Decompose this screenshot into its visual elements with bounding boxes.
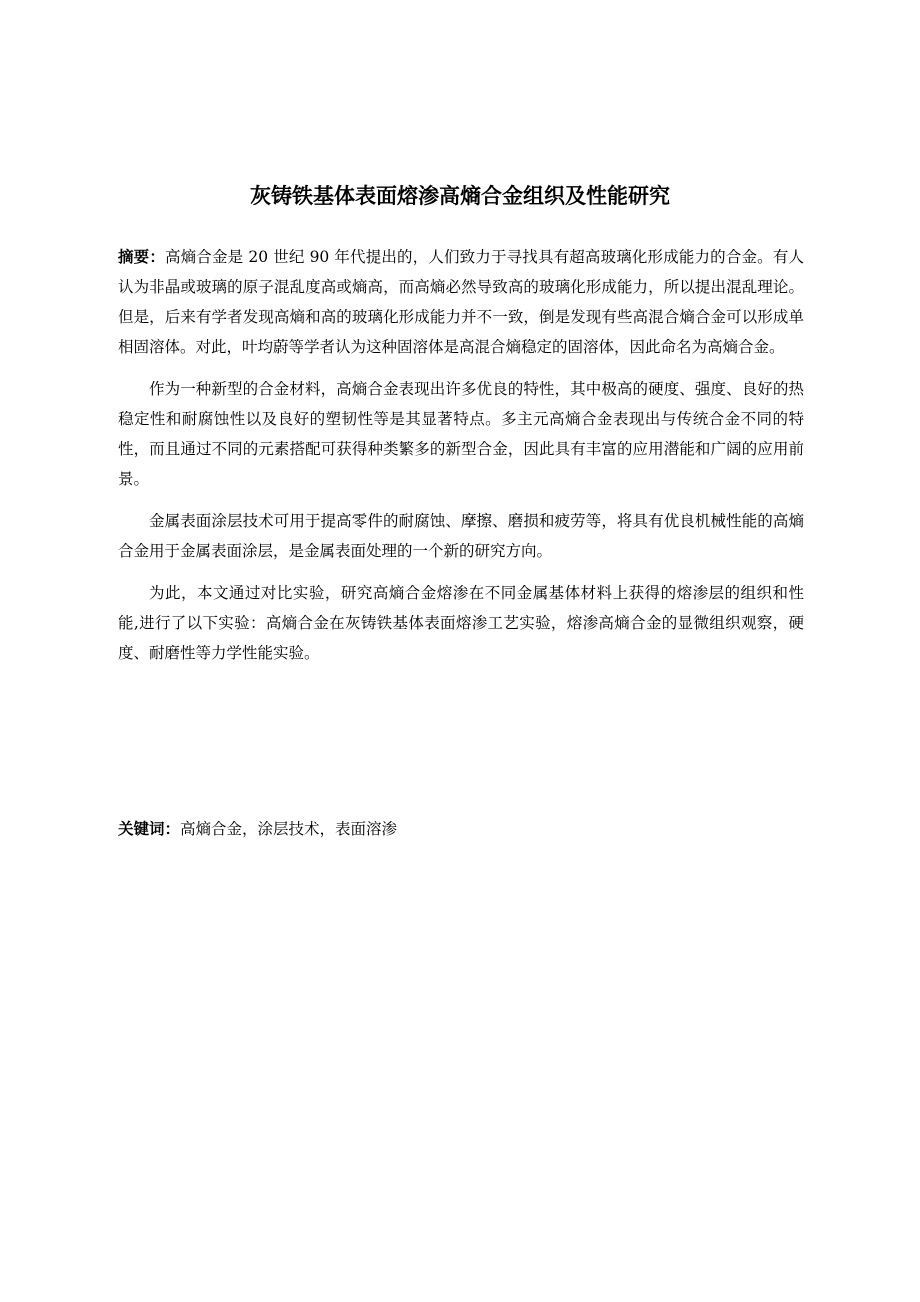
abstract-paragraph-3: 金属表面涂层技术可用于提高零件的耐腐蚀、摩擦、磨损和疲劳等，将具有优良机械性能的高熵合金用于金属表面涂层，是金属表面处理的一个新的研究方向。 (118, 512, 804, 560)
keywords-label: 关键词： (118, 820, 181, 838)
abstract-paragraph-2: 作为一种新型的合金材料，高熵合金表现出许多优良的特性，其中极高的硬度、强度、良好的热稳定性和耐腐蚀性以及良好的塑韧性等是其显著特点。多主元高熵合金表现出与传统合金不同的特性，而且通过不同的元素搭配可获得种类繁多的新型合金，因此具有丰富的应用潜能和广阔的应用前景。 (118, 380, 804, 488)
document-title: 灰铸铁基体表面熔渗高熵合金组织及性能研究 (250, 184, 670, 208)
abstract-text-1: 高熵合金是 20 世纪 90 年代提出的，人们致力于寻找具有超高玻璃化形成能力的合金。有人认为非晶或玻璃的原子混乱度高或熵高，而高熵必然导致高的玻璃化形成能力，所以提出混乱理论。但是，后来有学者发现高熵和高的玻璃化形成能力并不一致，倒是发现有些高混合熵合金可以形成单相固溶体。对此，叶均蔚等学者认为这种固溶体是高混合熵稳定的固溶体，因此命名为高熵合金。 (118, 248, 804, 356)
abstract-label: 摘要： (118, 248, 165, 266)
keywords-text: 高熵合金，涂层技术，表面溶渗 (180, 820, 398, 838)
abstract-paragraph-1 (118, 242, 804, 362)
keywords-line (118, 814, 804, 844)
abstract-section (118, 242, 804, 680)
abstract-paragraph-4: 为此，本文通过对比实验，研究高熵合金熔渗在不同金属基体材料上获得的熔渗层的组织和性能,进行了以下实验：高熵合金在灰铸铁基体表面熔渗工艺实验，熔渗高熵合金的显微组织观察，硬度、耐磨性等力学性能实验。 (118, 584, 804, 662)
